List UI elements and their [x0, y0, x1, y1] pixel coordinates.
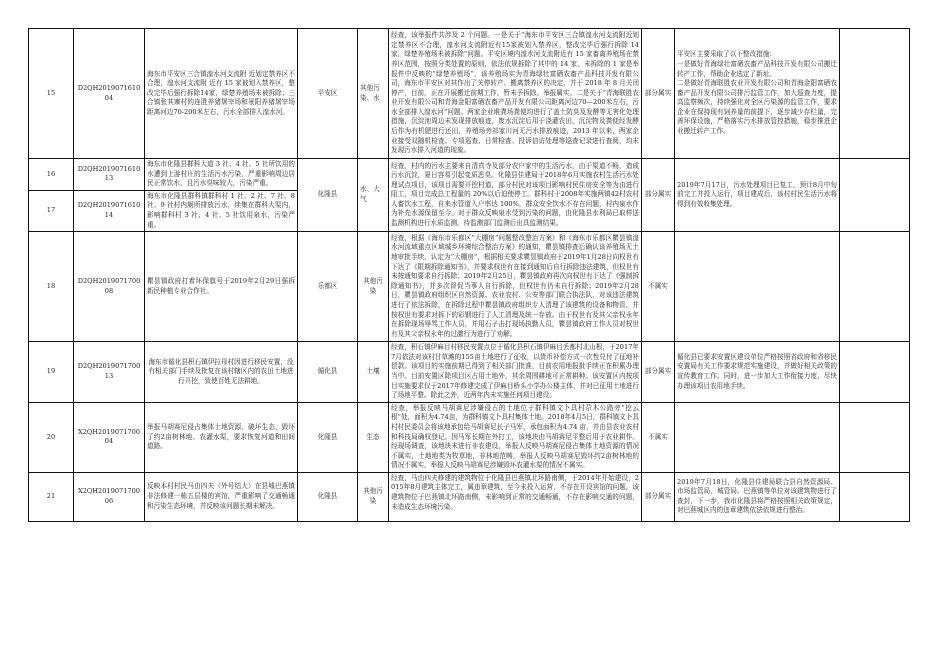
verification-status: 部分属实: [642, 342, 675, 403]
case-id: D2QH201907170013: [74, 342, 145, 403]
remarks: [840, 29, 910, 159]
remarks: [840, 159, 910, 232]
row-number: 18: [29, 232, 74, 342]
district: 平安区: [298, 29, 358, 159]
remarks: [840, 472, 910, 521]
row-number: 20: [29, 402, 74, 472]
district: 乐都区: [298, 232, 358, 342]
investigation-result: 经查，该举报件共涉及 2 个问题。一是关于“海东市平安区三合镇湟水河支流附近划定禁养区不合理，湟水河支流附近有15家被划入禁养区，整改完毕后强行拆除 14 家，绿楚养殖场未被拆除”问题。平安区境内湟水河支流附近有 15 家畜禽养殖场在禁养区范围，按照分类处置的原则，依法依规拆除了其中的 14 家，未拆除的 1 家是举报件中反映的“绿楚养殖场”，该养殖场实为青海绿壮富硒农畜产品科技开发有限公司，海东市平安区对其作出了关停转产、搬离禁养区的决定，并于 2018 年 8 月关闭停产，目前，正在开展搬迁前期工作，暂未予拆除。举报属实。二是关于“青海联胜农业开发有限公司和青海金阳富硒农畜产品开发有限公司距离河边70—200米左右，污水全部排入湟水河”问题。两家企业堆粪场粪便均进行了盖土防臭及发酵等无害化处理措施，沉淀池周边未发现排放痕迹，废水沉淀后用于浇灌农田，沉淀物及粪便经发酵后作为有机肥进行还田，养殖场旁祁家川河无污水排放痕迹，2013 年以来，两家企业接受双随机检查、专项巡查、日常检查、投诉信访处理等巡查记录进行查阅，均未发现污水排入河道的现象。: [389, 29, 642, 159]
district: 化隆县: [298, 472, 358, 521]
row-number: 17: [29, 190, 74, 231]
district: 循化县: [298, 342, 358, 403]
complaint-description: 海东市平安区三合镇湟水河支流附 近划定禁养区不合理，湟水河支流附 近有 15 家被划入禁养区，整改完毕后强行拆除14家，绿楚养殖场未被拆除；三合镇张其寨村的连胜养猪屠宰场和景阳养猪屠宰场距离河边70-200米左右，污水全部排入湟水河。: [145, 29, 298, 159]
district: 化隆县: [298, 159, 358, 232]
row-number: 16: [29, 159, 74, 191]
pollution-type: 土壤: [358, 342, 389, 403]
investigation-result: 经查，举报反映马胡赛尼涉嫌侵占的土地位于群科镇文卜具村尕木公路旁“挖云根”处，面积为4.74亩，为群科镇文卜具村集体土地。2018年4月5日，群科镇文卜具村村民委员会将该地承包给马胡赛尼长子马军，承包面积为4.74 亩，并由县农业农村和科技局确权登记。因马军长期在外打工，该地块由马胡赛尼平整后用于农业耕作。经现场调查，该地块未进行非农建设，举报人反映马胡赛尼侵占集体土地资源的情况不属实，土地地类为牧草地，非林地范畴，举报人反映马胡赛尼毁坏约2亩树林地的情况不属实，举报人反映马胡赛尼涉嫌毁坏农灌水渠的情况不属实。: [389, 402, 642, 472]
pollution-type: 生态: [358, 402, 389, 472]
verification-status: 部分属实: [642, 159, 675, 232]
verification-status: 部分属实: [642, 29, 675, 159]
table-row: [29, 472, 910, 521]
row-number: 19: [29, 342, 74, 403]
complaint-description: 瞿昙镇政府打着环保旗号于2019年2月29日强拆新民种植专业合作社。: [145, 232, 298, 342]
table-row: [29, 342, 910, 403]
complaint-description: 海东市循化县积石镇伊拉母村因进行移民安置，没有相关部门手续及批复在该村辖区内的农田土地进行开挖，致使百姓无法耕地。: [145, 342, 298, 403]
table-row: [29, 159, 910, 191]
verification-status: 不属实: [642, 402, 675, 472]
case-id: D2QH201907170008: [74, 232, 145, 342]
row-number: 21: [29, 472, 74, 521]
handling-measures: 2019年7月18日，化隆县住建局联合县自然资源局、市场监管局、城管局、巴燕镇等单位对该建筑物进行了查封，下一步，我市化隆县将严格按照相关政策规定，对巴燕城区内的违章建筑依法依规进行整治。: [675, 472, 840, 521]
case-id: D2QH201907161013: [74, 159, 145, 191]
handling-measures: [675, 232, 840, 342]
verification-status: 部分属实: [642, 472, 675, 521]
row-number: 15: [29, 29, 74, 159]
remarks: [840, 232, 910, 342]
remarks: [840, 342, 910, 403]
table-row: [29, 29, 910, 159]
pollution-type: 其他污染: [358, 232, 389, 342]
handling-measures: 循化县已要求安置区建设单位严格按照省政府和省移民安置局有关工作要求规范实施建设，并做好相关政策的宣传教育工作。同时，进一步加大工作衔接力度，尽快办理该项目农用地手续。: [675, 342, 840, 403]
table-row: [29, 232, 910, 342]
investigation-result: 经查，村内的污水主要来自清真寺及部分农户家中的生活污水，由于渠道不畅，造成污水沉淀，夏日容易引起变质恶臭。化隆县住建局于2018年6月实施农村生活污水处理试点项目，该项目需要开挖村道，部分村民对该项目影响村民住房安全等为由进行阻工，项目完成总工程量的 20%以后迫使停工。群科村于2008年实施两镇42村农村人畜饮水工程，自来水管道入户率达 100%，群众安全饮水不存在问题，村内泉水作为补充水源保留至今。对于群众反映泉水受到污染的问题，由化隆县水利局已取样送监测机构进行水质监测，待监测部门监测后出具监测结果。: [389, 159, 642, 232]
handling-measures: 平安区主要采取了以下整改措施： 一是做好青海绿壮富硒农畜产品科技开发有限公司搬迁转产工作，帮助企业选定了新址。 二是做好青海联胜农业开发有限公司和青海金阳富硒农畜产品开发有限公司排污监管工作，加大巡查力度，提高监察频次，持续强化对全区污染源的监管工作，要求企业在保持现有饲养量的前提下，逐步减少存栏量，完善环保设施，严格落实污水排放管控措施，稳步推进企业搬迁转产工作。: [675, 29, 840, 159]
pollution-type: 其他污染: [358, 472, 389, 521]
verification-status: 不属实: [642, 232, 675, 342]
investigation-result: 经查，积石镇伊麻目村移民安置点位于循化县积石镇伊麻目丢都村北山根，于2017年7月依法对该村甘草滩的155亩土地进行了征收，以货币补偿方式一次性兑付了征地补偿款。该项目的实施前期已得到了相关部门批准，目前农用地报批手续正在积累办理当中。目前安置区除项目区占用土地外，其余周围耕地可正常耕种。该安置区内按项目实施要求仅于2017年修建完成了伊麻目桥头小学办公楼主体，并对已征用土地进行了场地平整。除此之外，近两年内未实施任何项目建设。: [389, 342, 642, 403]
complaint-table: [28, 28, 910, 522]
complaint-description: 反映本村村民马由四夫（外号结大）在县城巴燕镇非法修建一栋五层楼的宾馆，严重影响了交通畅通和污染生态环境，并反映该问题长期未解决。: [145, 472, 298, 521]
complaint-description: 海东市化隆县群科镇群科村 1 社、2 社、7 社、8 社、9 社村内厕所排放污水，续集在群科大渠内，影响群科村 3 社、4 社、5 社饮用泉水，污染严重。: [145, 190, 298, 231]
pollution-type: 其他污染、水: [358, 29, 389, 159]
table-row: [29, 402, 910, 472]
complaint-description: 海东市化隆县群科大道 3 社、4 社、5 社所饮用的水遭到上游村庄的生活污水污染，严重影响周边居民正常饮水，且污水臭味较大，污染严重。: [145, 159, 298, 191]
investigation-result: 经查，根据《海东市乐都区“大棚房”问题整改整治方案》和《海东市乐都区瞿昙镇湟水河流域重点区域城乡环境综合整治方案》的通知，瞿昙镇排查后确认该养殖场无土地审批手续，认定为“大棚房”，根据相关要求瞿昙镇政府于2019年1月28日向权世有下达了《限期拆除通知书》，并要求权世有在接到通知后自行拆除违法建筑，但权世有未按通知要求自行拆除；2019年2月25日，瞿昙镇政府再次向权世有下达了《强制拆除通知书》，并多次督促当事人自行拆除，但权世有仍未自行拆除；2019年2月28日，瞿昙镇政府组织区自然资源、农业农村、公安等部门联合执法队，对该违法建筑进行了依法拆除，在拆除过程中瞿昙镇政府组织专人清理了该建筑的设备和物资，并按权世有要求对拆下的彩钢进行了人工清理及统一存放。由于权世有及其父亲权永年在拆除现场辱骂工作人员，并用石子击打现场执勤人员，瞿昙镇政府工作人员对权世有及其父亲权永年的过激行为进行了劝解。: [389, 232, 642, 342]
complaint-description: 举报马胡赛尼侵占集体土地资源，破坏生态，毁坏了约2亩树林地、农灌水渠，要求恢复河道和田间道路。: [145, 402, 298, 472]
pollution-type: 水、大气: [358, 159, 389, 232]
case-id: D2QH201907161004: [74, 29, 145, 159]
remarks: [840, 402, 910, 472]
case-id: D2QH201907161014: [74, 190, 145, 231]
district: 化隆县: [298, 402, 358, 472]
case-id: X2QH201907170004: [74, 402, 145, 472]
handling-measures: 2019年7月17日，污水处理项目已复工，预计8月中旬前完工并投入运行，项目建成后，该村村民生活污水将得到有效收集处理。: [675, 159, 840, 232]
investigation-result: 经查，马由四夫修建的建筑物位于化隆县巴燕镇北环路南侧，于2014年开始建设，2015年8月建筑主体完工，属违章建筑，至今未投入运营，不存在开设宾馆的问题，该建筑物位于巴燕镇北环路南侧，未影响到正常的交通畅通，不存在影响交通的问题，未造成生态环境污染。: [389, 472, 642, 521]
case-id: X2QH201907170006: [74, 472, 145, 521]
handling-measures: [675, 402, 840, 472]
